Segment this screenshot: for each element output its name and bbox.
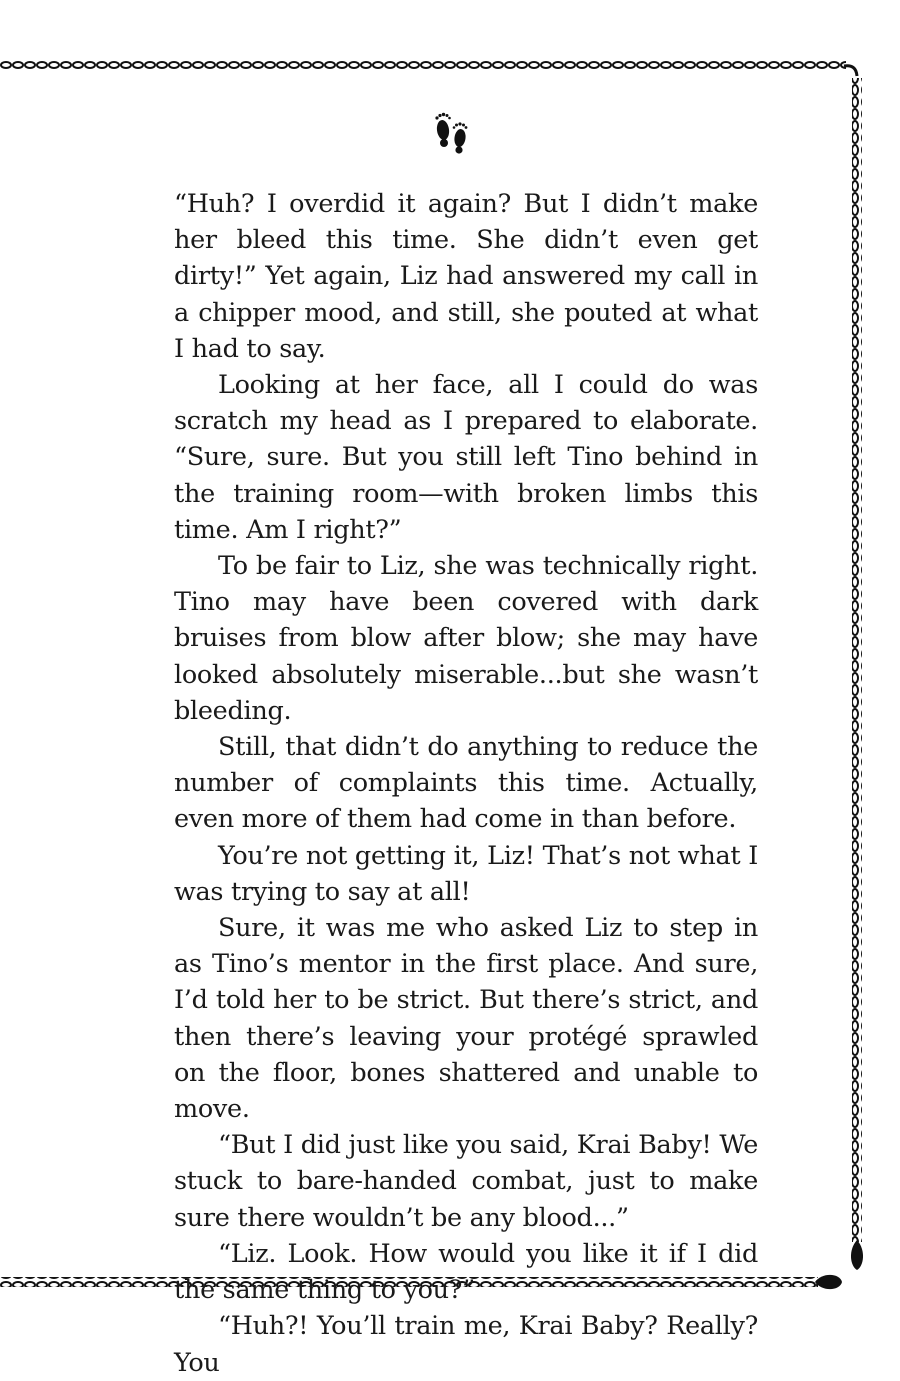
paragraph-8: “Liz. Look. How would you like it if I did the same thing to you?”: [174, 1238, 758, 1306]
top-chain: [0, 61, 846, 71]
body-text: [174, 186, 758, 1381]
paragraph-4: Still, that didn’t do anything to reduce the number of complaints this time. Actually, even more of them had come in than before.: [174, 732, 758, 835]
paragraph-3: To be fair to Liz, she was technically right. Tino may have been covered with dark bruises from blow after blow; she may have looked absolutely miserable...but she wasn’t bleeding.: [174, 551, 758, 726]
paragraph-5: You’re not getting it, Liz! That’s not what I was trying to say at all!: [174, 840, 758, 907]
footprints-icon: [432, 110, 472, 156]
paragraph-6: Sure, it was me who asked Liz to step in as Tino’s mentor in the first place. And sure, I’d told her to be strict. But there’s strict, and then there’s leaving your protégé sprawled on the floor, bones shattered and unable to move.: [174, 913, 758, 1125]
paragraph-1: “Huh? I overdid it again? But I didn’t make her bleed this time. She didn’t even get dirty!” Yet again, Liz had answered my call in a chipper mood, and still, she pouted at what I had to say.: [174, 189, 758, 364]
paragraph-7: “But I did just like you said, Krai Baby! We stuck to bare-handed combat, just to make sure there wouldn’t be any blood...”: [174, 1130, 758, 1233]
right-chain: [852, 78, 862, 1242]
bottom-bulb-ornament: [815, 1275, 842, 1289]
paragraph-9: “Huh?! You’ll train me, Krai Baby? Really? You: [174, 1311, 758, 1378]
paragraph-2: Looking at her face, all I could do was scratch my head as I prepared to elaborate. “Sure, sure. But you still left Tino behind in the training room—with broken limbs this time. Am I right?”: [174, 370, 758, 545]
right-drop-ornament: [851, 1240, 863, 1270]
